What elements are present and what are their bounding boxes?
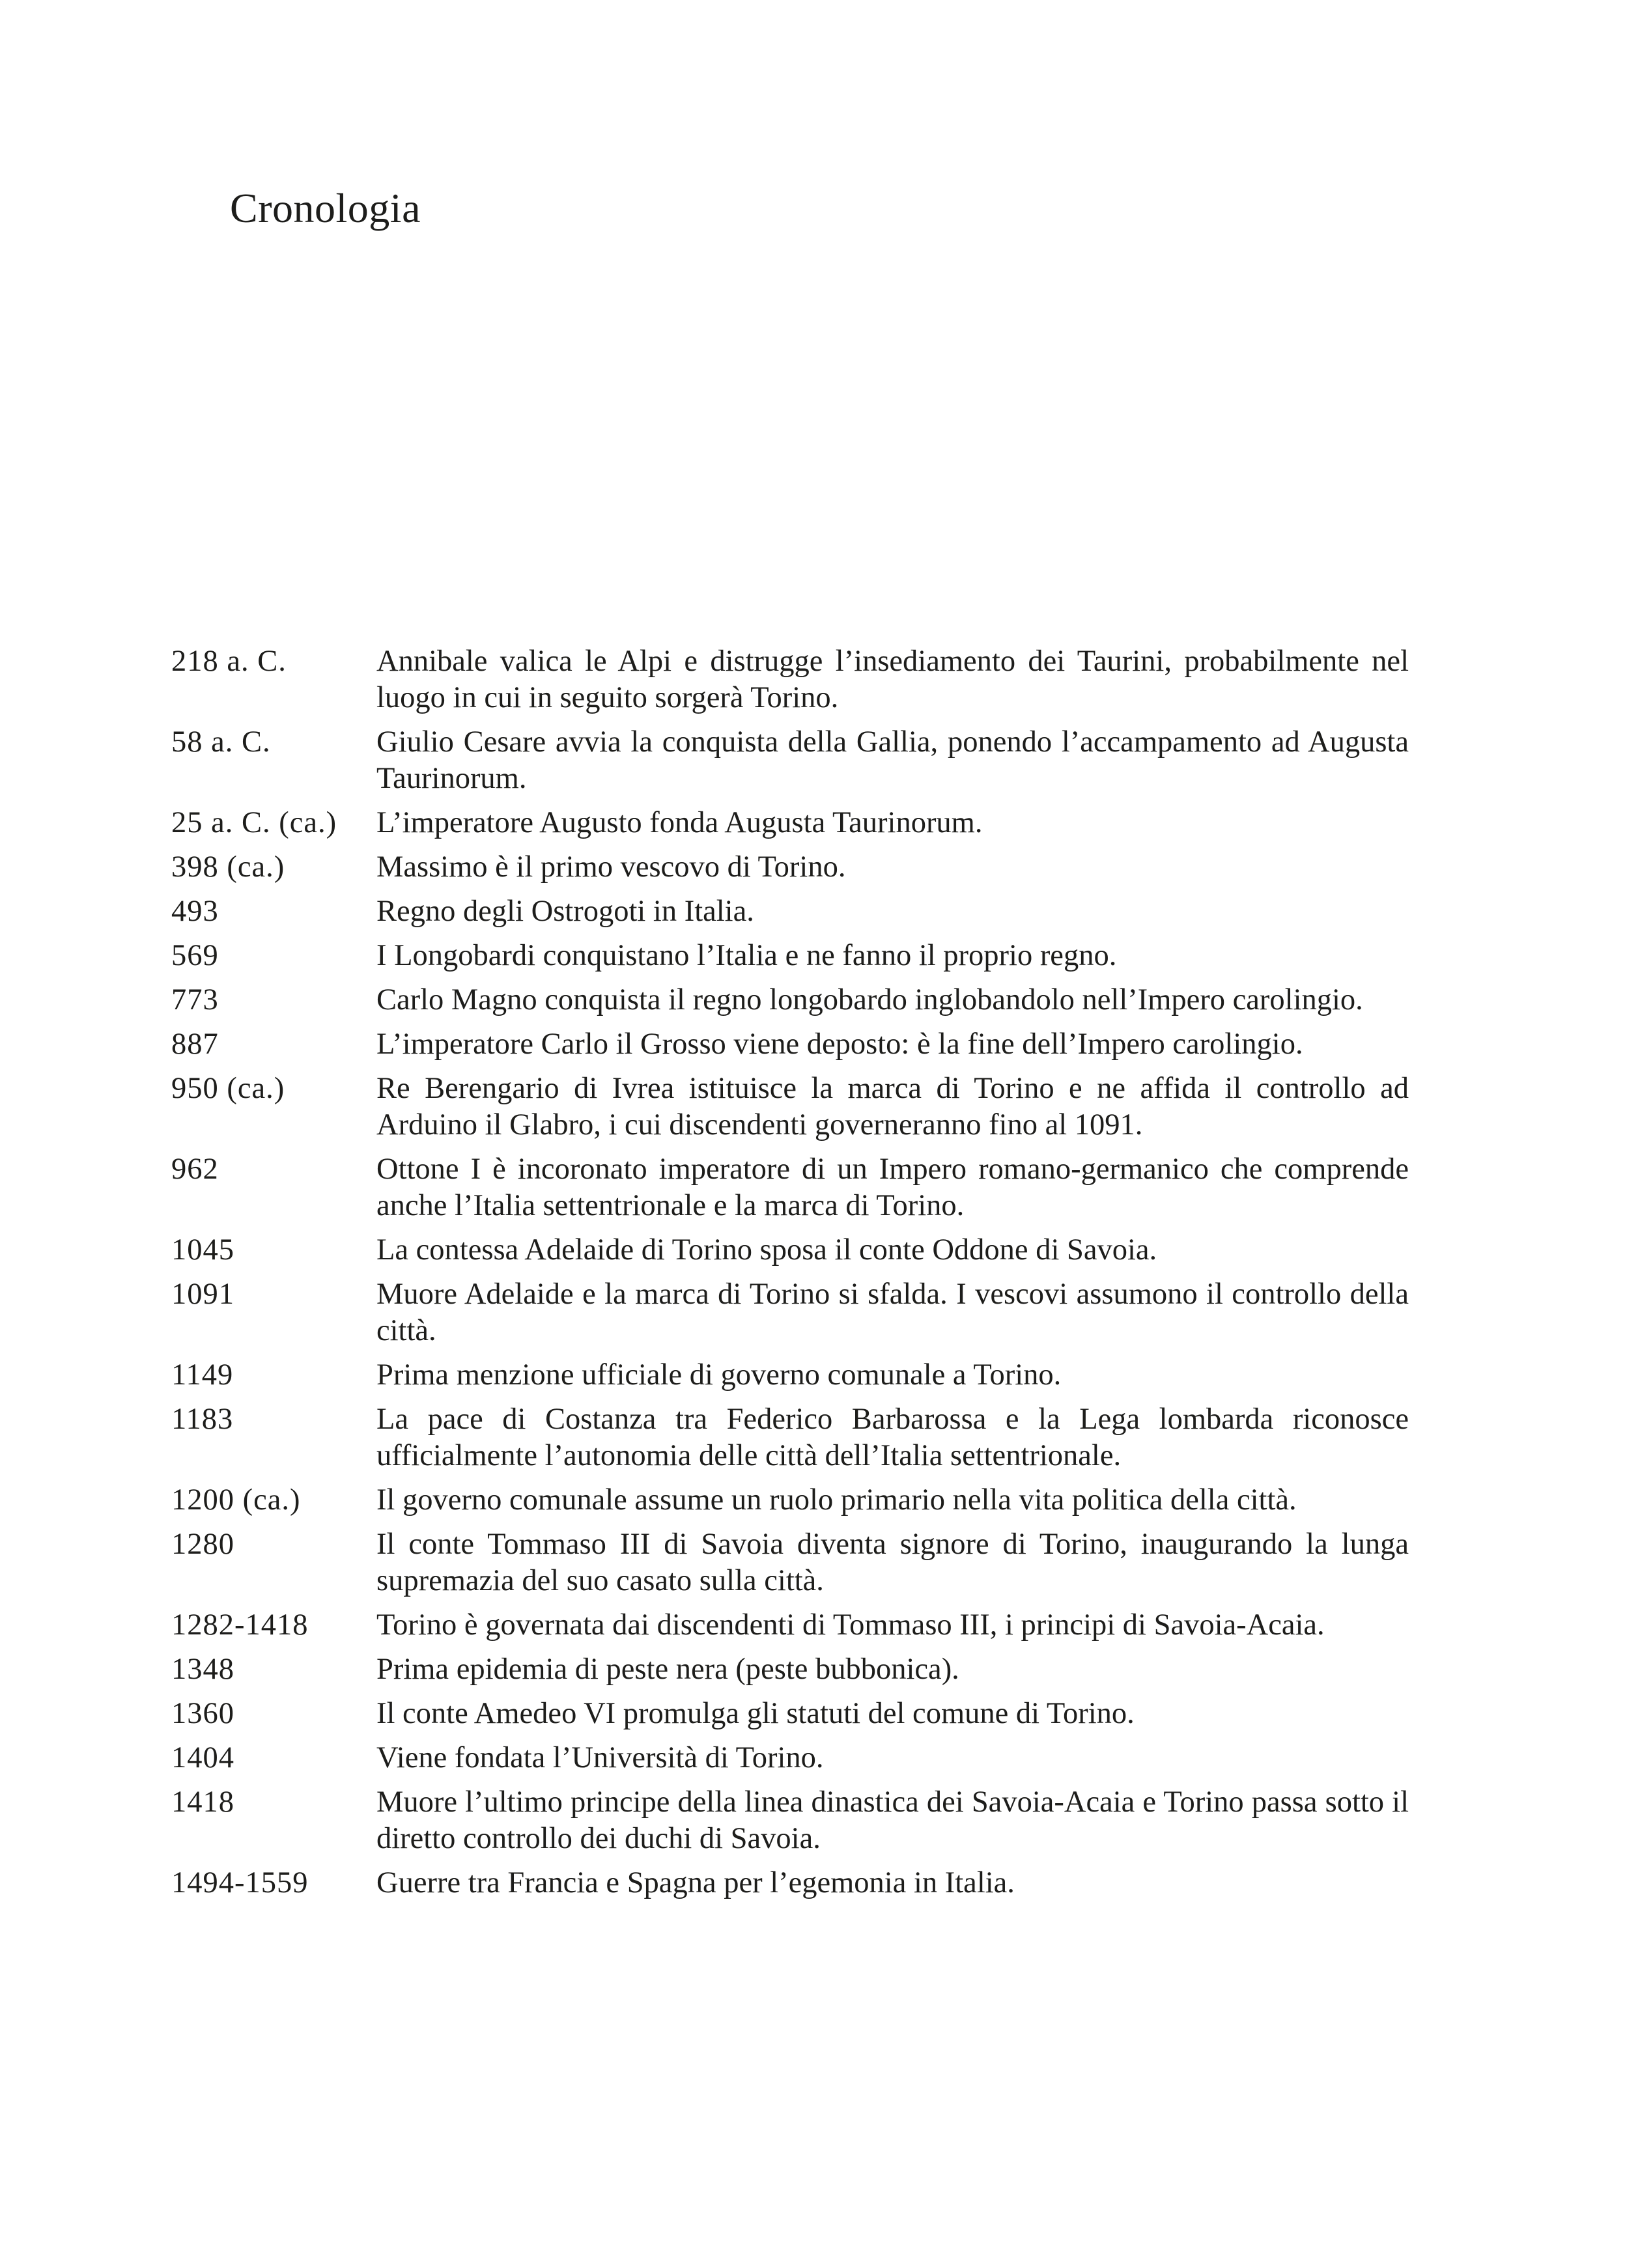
entry-date: 58 a. C. xyxy=(171,725,271,759)
entry-date: 1280 xyxy=(171,1528,234,1561)
entry-event: L’imperatore Carlo il Grosso viene deposto: è la fine dell’Impero carolingio. xyxy=(376,1028,1303,1061)
chronology-entry xyxy=(171,1784,1409,1857)
entry-date: 1360 xyxy=(171,1697,234,1730)
entry-event: Massimo è il primo vescovo di Torino. xyxy=(376,850,846,884)
entry-event: Annibale valica le Alpi e distrugge l’insediamento dei Taurini, probabilmente nel luogo in cui in seguito sorgerà Torino. xyxy=(376,645,1409,714)
entry-event: Giulio Cesare avvia la conquista della Gallia, ponendo l’accampamento ad Augusta Taurinorum. xyxy=(376,725,1409,795)
entry-date: 1149 xyxy=(171,1358,234,1392)
chronology-entry xyxy=(171,849,1409,886)
entry-date: 962 xyxy=(171,1153,219,1186)
entry-event: Muore Adelaide e la marca di Torino si sfalda. I vescovi assumono il controllo della città. xyxy=(376,1278,1409,1347)
entry-event: Muore l’ultimo principe della linea dinastica dei Savoia-Acaia e Torino passa sotto il diretto controllo dei duchi di Savoia. xyxy=(376,1785,1409,1855)
chronology-entry xyxy=(171,643,1409,716)
entry-date: 1183 xyxy=(171,1403,234,1436)
chronology-entry xyxy=(171,1482,1409,1519)
entry-event: I Longobardi conquistano l’Italia e ne fanno il proprio regno. xyxy=(376,939,1117,972)
entry-event: L’imperatore Augusto fonda Augusta Taurinorum. xyxy=(376,806,983,839)
entry-date: 887 xyxy=(171,1028,219,1061)
chronology-entry xyxy=(171,893,1409,930)
entry-date: 1282-1418 xyxy=(171,1608,309,1642)
chronology-entry xyxy=(171,1865,1409,1901)
chronology-entry xyxy=(171,1607,1409,1644)
chronology-entry xyxy=(171,1151,1409,1224)
entry-date: 493 xyxy=(171,895,219,928)
entry-event: Regno degli Ostrogoti in Italia. xyxy=(376,895,754,928)
entry-event: Il governo comunale assume un ruolo primario nella vita politica della città. xyxy=(376,1483,1297,1517)
entry-date: 218 a. C. xyxy=(171,645,287,678)
chronology-entry xyxy=(171,1026,1409,1063)
entry-event: Prima menzione ufficiale di governo comunale a Torino. xyxy=(376,1358,1062,1392)
entry-date: 398 (ca.) xyxy=(171,850,285,884)
entry-date: 1045 xyxy=(171,1233,234,1267)
chronology-entry xyxy=(171,1651,1409,1688)
chronology-entry xyxy=(171,1740,1409,1776)
chronology-list xyxy=(171,643,1409,1909)
entry-event: Torino è governata dai discendenti di Tommaso III, i principi di Savoia-Acaia. xyxy=(376,1608,1325,1642)
chronology-entry xyxy=(171,1071,1409,1143)
chronology-entry xyxy=(171,1232,1409,1268)
entry-date: 1418 xyxy=(171,1785,234,1819)
entry-event: Il conte Tommaso III di Savoia diventa signore di Torino, inaugurando la lunga supremazia del suo casato sulla città. xyxy=(376,1528,1409,1597)
chronology-entry xyxy=(171,724,1409,797)
entry-date: 1404 xyxy=(171,1741,234,1774)
entry-date: 950 (ca.) xyxy=(171,1072,285,1105)
entry-event: Carlo Magno conquista il regno longobardo inglobandolo nell’Impero carolingio. xyxy=(376,983,1363,1016)
chronology-entry xyxy=(171,1696,1409,1732)
entry-date: 1200 (ca.) xyxy=(171,1483,301,1517)
entry-event: La pace di Costanza tra Federico Barbarossa e la Lega lombarda riconosce ufficialmente l’autonomia delle città dell’Italia settentrionale. xyxy=(376,1403,1409,1472)
entry-event: Il conte Amedeo VI promulga gli statuti del comune di Torino. xyxy=(376,1697,1135,1730)
entry-date: 569 xyxy=(171,939,219,972)
chronology-entry xyxy=(171,1401,1409,1474)
chronology-entry xyxy=(171,1526,1409,1599)
page-title: Cronologia xyxy=(230,185,421,231)
entry-event: Prima epidemia di peste nera (peste bubbonica). xyxy=(376,1653,959,1686)
chronology-entry xyxy=(171,938,1409,974)
entry-date: 1494-1559 xyxy=(171,1866,309,1899)
chronology-entry xyxy=(171,1276,1409,1349)
entry-event: Re Berengario di Ivrea istituisce la marca di Torino e ne affida il controllo ad Arduino il Glabro, i cui discendenti governeranno fino al 1091. xyxy=(376,1072,1409,1141)
entry-date: 1348 xyxy=(171,1653,234,1686)
entry-date: 1091 xyxy=(171,1278,234,1311)
chronology-entry xyxy=(171,805,1409,841)
entry-event: Ottone I è incoronato imperatore di un Impero romano-germanico che comprende anche l’Italia settentrionale e la marca di Torino. xyxy=(376,1153,1409,1222)
entry-date: 25 a. C. (ca.) xyxy=(171,806,337,839)
entry-event: Viene fondata l’Università di Torino. xyxy=(376,1741,824,1774)
entry-date: 773 xyxy=(171,983,219,1016)
entry-event: Guerre tra Francia e Spagna per l’egemonia in Italia. xyxy=(376,1866,1015,1899)
entry-event: La contessa Adelaide di Torino sposa il conte Oddone di Savoia. xyxy=(376,1233,1157,1267)
chronology-entry xyxy=(171,982,1409,1018)
chronology-entry xyxy=(171,1357,1409,1393)
